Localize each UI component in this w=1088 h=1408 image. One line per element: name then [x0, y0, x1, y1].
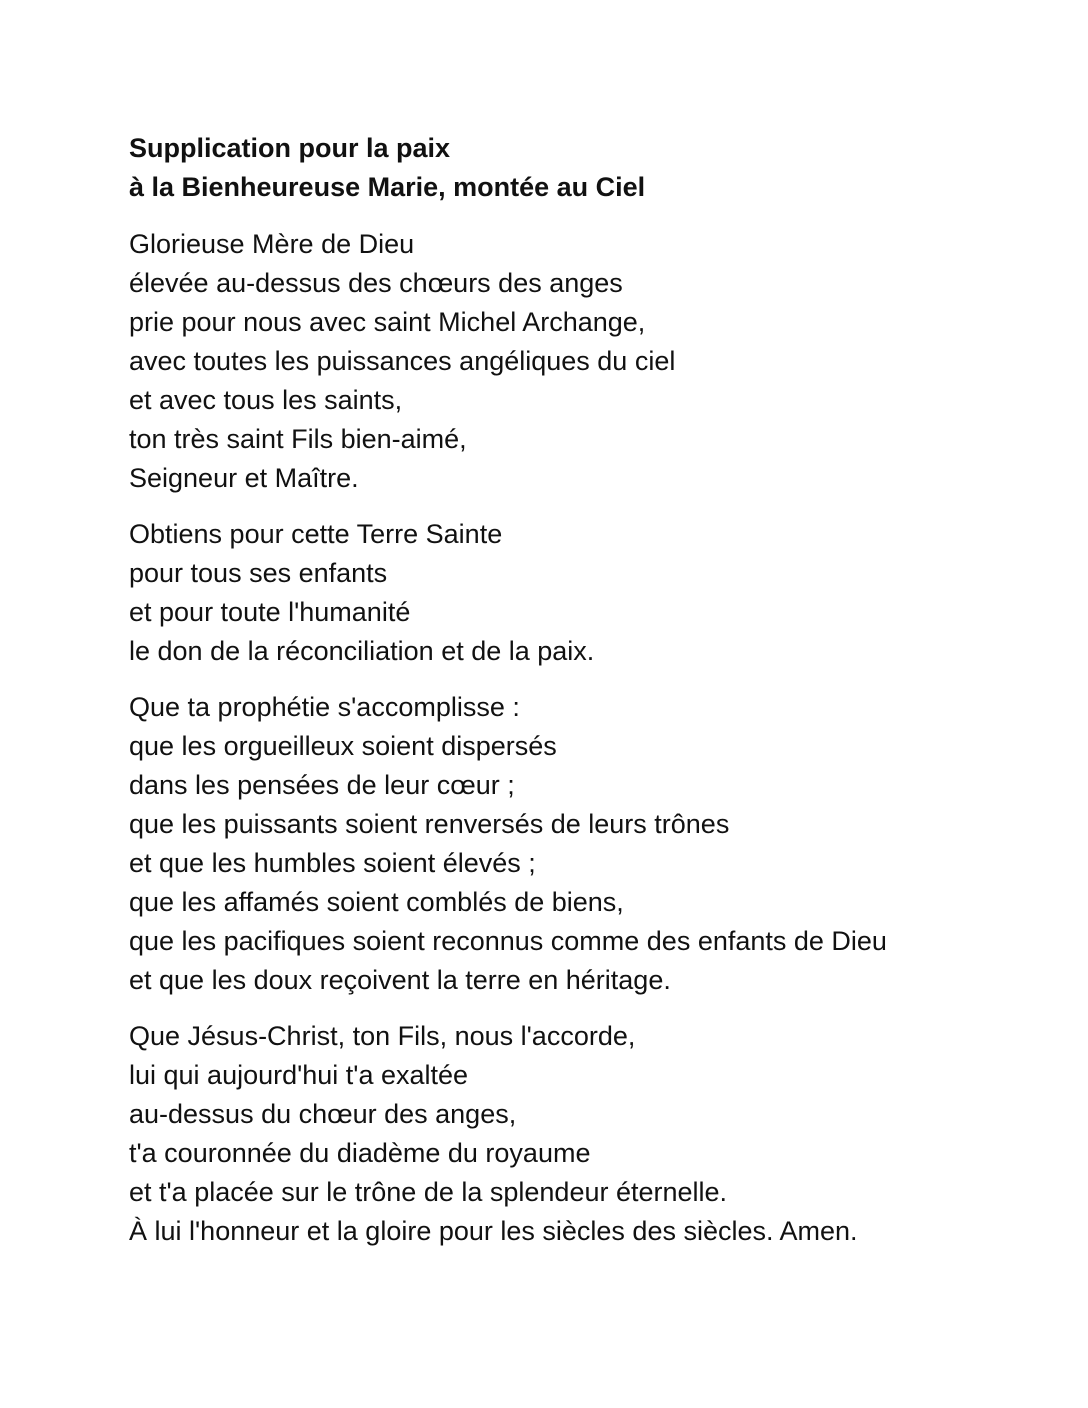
stanza-line: Que ta prophétie s'accomplisse : — [129, 692, 520, 722]
stanza-line: dans les pensées de leur cœur ; — [129, 770, 515, 800]
stanza-line: et que les humbles soient élevés ; — [129, 848, 536, 878]
stanza-line: que les affamés soient comblés de biens, — [129, 887, 624, 917]
stanza-line: au-dessus du chœur des anges, — [129, 1099, 517, 1129]
stanza-4 — [129, 1017, 1029, 1251]
stanza-line: que les puissants soient renversés de leurs trônes — [129, 809, 730, 839]
stanza-line: avec toutes les puissances angéliques du ciel — [129, 346, 676, 376]
stanza-line: et avec tous les saints, — [129, 385, 403, 415]
stanza-line: Que Jésus-Christ, ton Fils, nous l'accorde, — [129, 1021, 636, 1051]
stanza-line: le don de la réconciliation et de la paix. — [129, 636, 595, 666]
stanza-line: pour tous ses enfants — [129, 558, 388, 588]
stanza-line: et t'a placée sur le trône de la splendeur éternelle. — [129, 1177, 728, 1207]
stanza-1 — [129, 225, 1029, 498]
stanza-line: ton très saint Fils bien-aimé, — [129, 424, 467, 454]
title-line-1: Supplication pour la paix — [129, 133, 451, 163]
stanza-line: et pour toute l'humanité — [129, 597, 411, 627]
stanza-line: Obtiens pour cette Terre Sainte — [129, 519, 503, 549]
stanza-line: Glorieuse Mère de Dieu — [129, 229, 415, 259]
stanza-line: lui qui aujourd'hui t'a exaltée — [129, 1060, 469, 1090]
stanza-line: À lui l'honneur et la gloire pour les siècles des siècles. Amen. — [129, 1216, 858, 1246]
title-line-2: à la Bienheureuse Marie, montée au Ciel — [129, 172, 646, 202]
stanza-line: élevée au-dessus des chœurs des anges — [129, 268, 623, 298]
stanza-line: Seigneur et Maître. — [129, 463, 359, 493]
stanza-line: prie pour nous avec saint Michel Archange, — [129, 307, 646, 337]
document-page — [129, 129, 1029, 1268]
stanza-line: que les pacifiques soient reconnus comme des enfants de Dieu — [129, 926, 887, 956]
document-title — [129, 129, 1029, 207]
stanza-line: et que les doux reçoivent la terre en héritage. — [129, 965, 671, 995]
stanza-3 — [129, 688, 1029, 1000]
stanza-2 — [129, 515, 1029, 671]
stanza-line: que les orgueilleux soient dispersés — [129, 731, 557, 761]
stanza-line: t'a couronnée du diadème du royaume — [129, 1138, 591, 1168]
